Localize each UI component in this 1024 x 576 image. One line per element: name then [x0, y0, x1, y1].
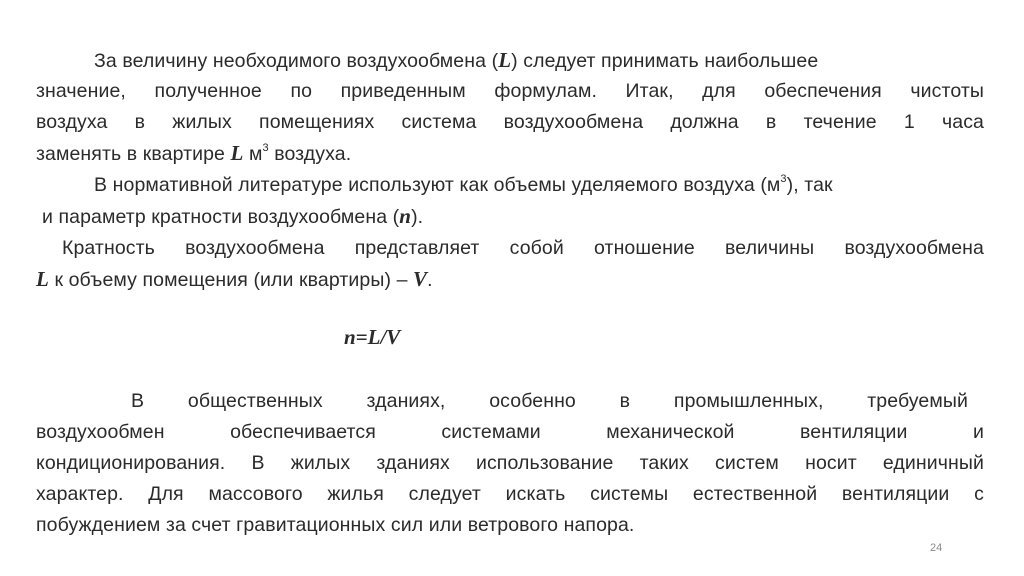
symbol-L: L: [36, 267, 49, 291]
para4-line2: воздухообмен обеспечивается системами механической вентиляции и: [36, 421, 984, 443]
para4-line4: характер. Для массового жилья следует искать системы естественной вентиляции с: [36, 483, 984, 505]
para1-line3: воздуха в жилых помещениях система воздухообмена должна в течение 1 часа: [36, 111, 984, 133]
para2-line1: В нормативной литературе используют как объемы уделяемого воздуха $(м^3)$, так: [94, 173, 833, 196]
para3-line1: Кратность воздухообмена представляет собой отношение величины воздухообмена: [62, 237, 984, 259]
para1-line2: значение, полученное по приведенным формулам. Итак, для обеспечения чистоты: [36, 80, 984, 102]
para1-line4: заменять в квартире L $м^3$ воздуха.: [36, 141, 352, 165]
para4-line3: кондиционирования. В жилых зданиях использование таких систем носит единичный: [36, 452, 984, 474]
page-number: 24: [930, 542, 943, 554]
symbol-V: V: [413, 267, 428, 291]
formula: n=L/V: [344, 325, 401, 349]
para4-line1: В общественных зданиях, особенно в промышленных, требуемый: [131, 390, 968, 412]
symbol-L: L: [230, 141, 244, 165]
para1-line1: За величину необходимого воздухообмена (L) следует принимать наибольшее: [94, 48, 819, 72]
symbol-n: n: [399, 204, 412, 228]
symbol-L: L: [498, 48, 512, 72]
para3-line2: L к объему помещения (или квартиры) – V.: [36, 267, 433, 291]
para4-line5: побуждением за счет гравитационных сил или ветрового напора.: [36, 514, 635, 536]
para2-line2: и параметр кратности воздухообмена (n).: [42, 204, 424, 228]
